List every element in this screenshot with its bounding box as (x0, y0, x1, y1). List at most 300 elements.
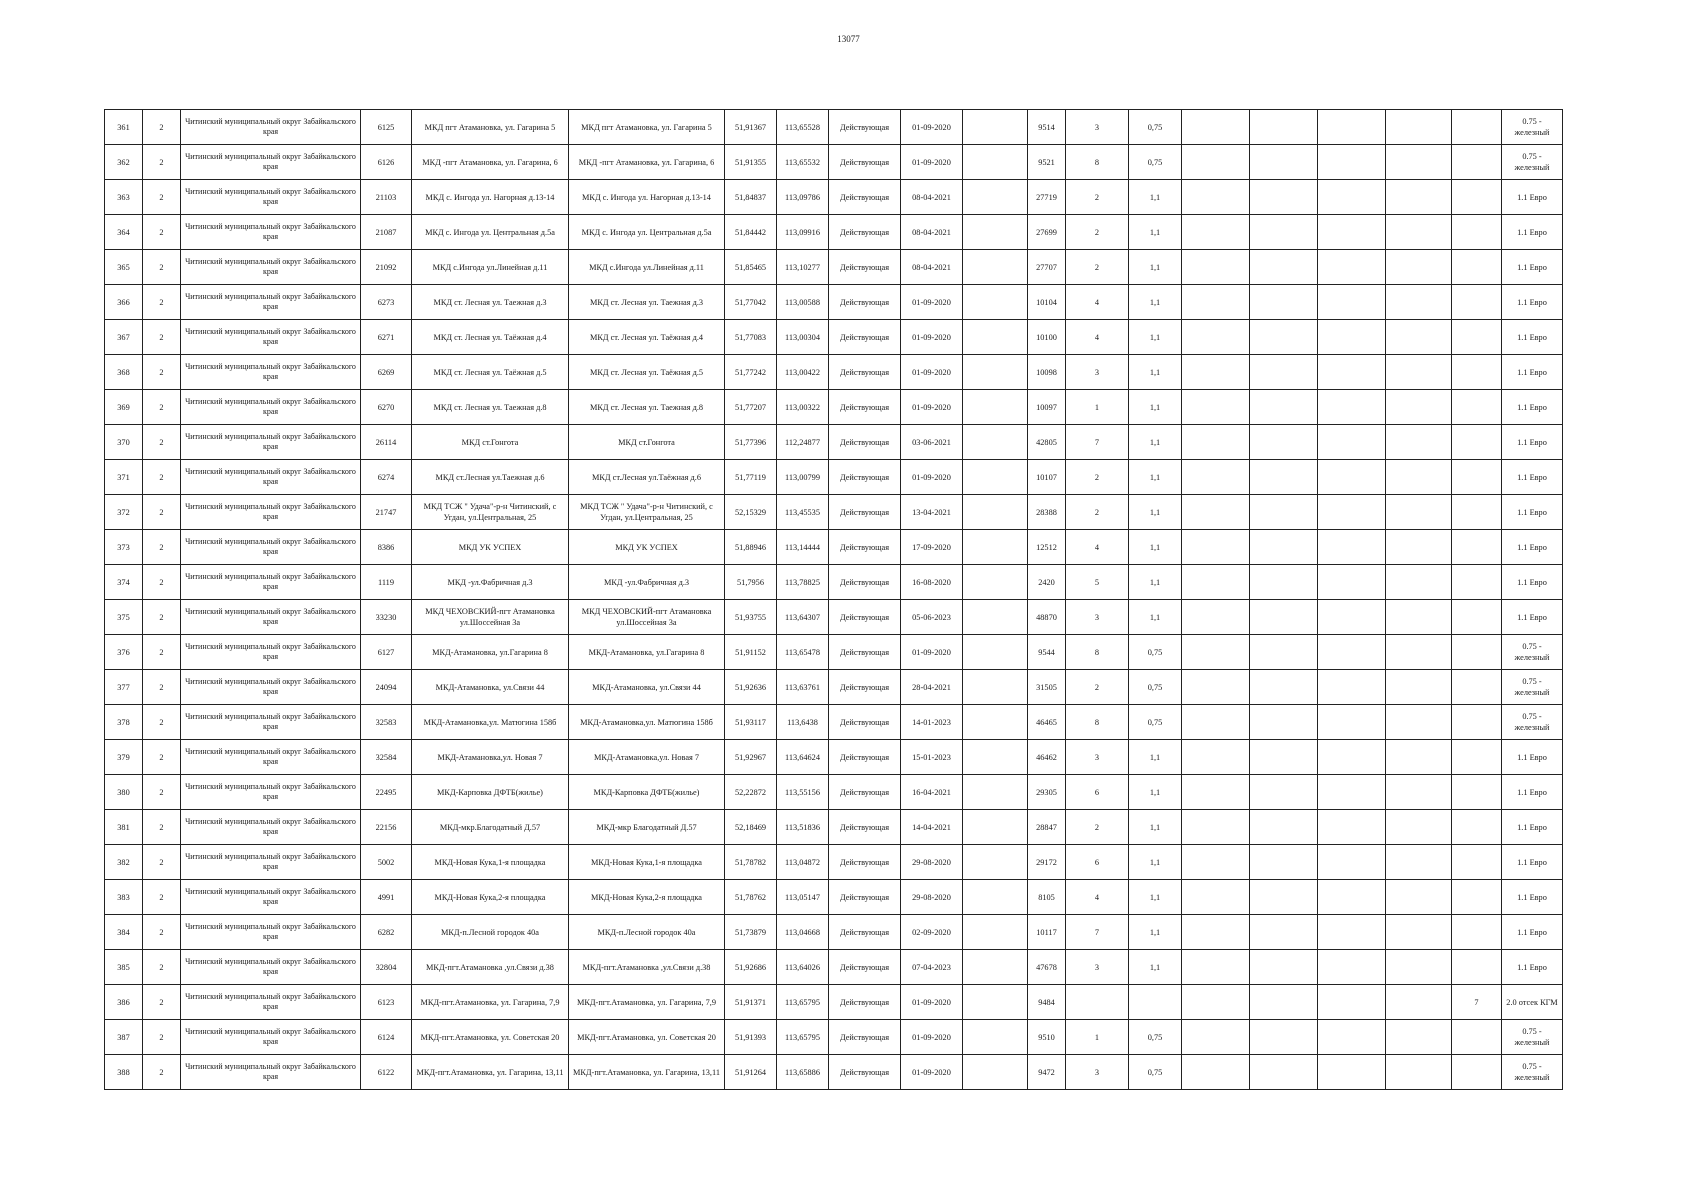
cell-units: 3 (1066, 740, 1129, 775)
cell-municipality: Читинский муниципальный округ Забайкальского края (181, 1055, 361, 1090)
cell-e1 (963, 565, 1028, 600)
cell-units: 8 (1066, 705, 1129, 740)
cell-e5 (1386, 215, 1452, 250)
cell-address: МКД ст. Лесная ул. Таежная д.3 (569, 285, 725, 320)
cell-e5 (1386, 1055, 1452, 1090)
cell-container: 1.1 Евро (1502, 250, 1563, 285)
cell-id: 6127 (361, 635, 412, 670)
cell-volume: 1,1 (1129, 425, 1182, 460)
cell-e3 (1250, 285, 1318, 320)
cell-lon: 113,65528 (777, 110, 829, 145)
cell-lat: 51,77042 (725, 285, 777, 320)
cell-id: 6273 (361, 285, 412, 320)
cell-e1 (963, 530, 1028, 565)
cell-e5 (1386, 670, 1452, 705)
cell-count: 47678 (1028, 950, 1066, 985)
cell-e1 (963, 250, 1028, 285)
cell-category: 2 (143, 775, 181, 810)
cell-e1 (963, 425, 1028, 460)
cell-volume: 1,1 (1129, 285, 1182, 320)
cell-municipality: Читинский муниципальный округ Забайкальского края (181, 180, 361, 215)
cell-e2 (1182, 495, 1250, 530)
cell-name: МКД-пгт.Атамановка, ул. Советская 20 (412, 1020, 569, 1055)
cell-lon: 113,10277 (777, 250, 829, 285)
cell-lon: 113,55156 (777, 775, 829, 810)
cell-lat: 51,91355 (725, 145, 777, 180)
cell-e2 (1182, 390, 1250, 425)
cell-address: МКД-Карповка ДФТБ(жилье) (569, 775, 725, 810)
cell-e1 (963, 915, 1028, 950)
cell-e6 (1452, 215, 1502, 250)
cell-volume: 0,75 (1129, 1020, 1182, 1055)
cell-container: 1.1 Евро (1502, 530, 1563, 565)
cell-lat: 51,73879 (725, 915, 777, 950)
cell-num: 388 (105, 1055, 143, 1090)
cell-units: 3 (1066, 110, 1129, 145)
cell-lat: 51,77083 (725, 320, 777, 355)
cell-e3 (1250, 985, 1318, 1020)
cell-units: 8 (1066, 635, 1129, 670)
cell-num: 385 (105, 950, 143, 985)
cell-id: 32584 (361, 740, 412, 775)
cell-e6 (1452, 845, 1502, 880)
cell-volume: 1,1 (1129, 810, 1182, 845)
cell-date: 01-09-2020 (901, 1020, 963, 1055)
cell-container: 0.75 - железный (1502, 705, 1563, 740)
cell-e4 (1318, 145, 1386, 180)
cell-e1 (963, 705, 1028, 740)
cell-status: Действующая (829, 635, 901, 670)
cell-id: 21092 (361, 250, 412, 285)
table-row (105, 530, 1563, 565)
cell-date: 15-01-2023 (901, 740, 963, 775)
cell-num: 373 (105, 530, 143, 565)
cell-status: Действующая (829, 565, 901, 600)
cell-name: МКД-Карповка ДФТБ(жилье) (412, 775, 569, 810)
cell-lon: 113,00422 (777, 355, 829, 390)
cell-e3 (1250, 1020, 1318, 1055)
cell-e5 (1386, 810, 1452, 845)
cell-container: 1.1 Евро (1502, 915, 1563, 950)
cell-volume: 0,75 (1129, 705, 1182, 740)
cell-status: Действующая (829, 390, 901, 425)
cell-e6 (1452, 670, 1502, 705)
cell-e2 (1182, 355, 1250, 390)
page-number: 13077 (837, 34, 860, 44)
cell-status: Действующая (829, 810, 901, 845)
cell-e1 (963, 180, 1028, 215)
cell-date: 29-08-2020 (901, 880, 963, 915)
cell-municipality: Читинский муниципальный округ Забайкальского края (181, 740, 361, 775)
cell-id: 4991 (361, 880, 412, 915)
table-row (105, 985, 1563, 1020)
cell-volume: 1,1 (1129, 880, 1182, 915)
cell-e4 (1318, 320, 1386, 355)
cell-lat: 51,78782 (725, 845, 777, 880)
cell-name: МКД -ул.Фабричная д.3 (412, 565, 569, 600)
cell-category: 2 (143, 600, 181, 635)
cell-units: 8 (1066, 145, 1129, 180)
cell-e3 (1250, 320, 1318, 355)
cell-status: Действующая (829, 880, 901, 915)
cell-e6 (1452, 950, 1502, 985)
cell-lat: 51,91264 (725, 1055, 777, 1090)
cell-lon: 113,65795 (777, 1020, 829, 1055)
cell-id: 6123 (361, 985, 412, 1020)
cell-e3 (1250, 810, 1318, 845)
cell-e6 (1452, 460, 1502, 495)
cell-e6 (1452, 635, 1502, 670)
cell-container: 1.1 Евро (1502, 215, 1563, 250)
table-row (105, 180, 1563, 215)
table-row (105, 600, 1563, 635)
cell-name: МКД с.Ингода ул.Линейная д.11 (412, 250, 569, 285)
cell-id: 6269 (361, 355, 412, 390)
cell-count: 29172 (1028, 845, 1066, 880)
cell-e5 (1386, 600, 1452, 635)
table-row (105, 775, 1563, 810)
cell-e6 (1452, 740, 1502, 775)
cell-date: 08-04-2021 (901, 180, 963, 215)
cell-e4 (1318, 740, 1386, 775)
cell-lon: 113,09916 (777, 215, 829, 250)
cell-lat: 51,84442 (725, 215, 777, 250)
cell-container: 1.1 Евро (1502, 390, 1563, 425)
cell-date: 16-08-2020 (901, 565, 963, 600)
cell-e6: 7 (1452, 985, 1502, 1020)
cell-lon: 113,65886 (777, 1055, 829, 1090)
cell-lat: 51,91152 (725, 635, 777, 670)
cell-category: 2 (143, 425, 181, 460)
cell-name: МКД-пгт.Атамановка ,ул.Связи д.38 (412, 950, 569, 985)
cell-id: 32583 (361, 705, 412, 740)
cell-volume: 1,1 (1129, 845, 1182, 880)
cell-name: МКД-мкр.Благодатный Д.57 (412, 810, 569, 845)
cell-status: Действующая (829, 845, 901, 880)
cell-e5 (1386, 775, 1452, 810)
cell-e4 (1318, 390, 1386, 425)
cell-e4 (1318, 1055, 1386, 1090)
cell-date: 17-09-2020 (901, 530, 963, 565)
cell-e3 (1250, 390, 1318, 425)
cell-address: МКД-пгт.Атамановка, ул. Советская 20 (569, 1020, 725, 1055)
table-row (105, 810, 1563, 845)
cell-e6 (1452, 180, 1502, 215)
cell-e3 (1250, 215, 1318, 250)
cell-id: 6124 (361, 1020, 412, 1055)
cell-lat: 52,18469 (725, 810, 777, 845)
cell-address: МКД УК УСПЕХ (569, 530, 725, 565)
cell-e3 (1250, 1055, 1318, 1090)
cell-category: 2 (143, 285, 181, 320)
cell-e6 (1452, 145, 1502, 180)
cell-address: МКД-п.Лесной городок 40а (569, 915, 725, 950)
cell-lon: 113,09786 (777, 180, 829, 215)
cell-e1 (963, 285, 1028, 320)
cell-date: 01-09-2020 (901, 285, 963, 320)
cell-lon: 113,6438 (777, 705, 829, 740)
cell-address: МКД ст. Лесная ул. Таежная д.8 (569, 390, 725, 425)
cell-container: 1.1 Евро (1502, 460, 1563, 495)
cell-status: Действующая (829, 215, 901, 250)
cell-num: 369 (105, 390, 143, 425)
cell-container: 1.1 Евро (1502, 740, 1563, 775)
cell-category: 2 (143, 845, 181, 880)
cell-id: 6125 (361, 110, 412, 145)
cell-date: 01-09-2020 (901, 635, 963, 670)
cell-address: МКД-пгт.Атамановка, ул. Гагарина, 13,11 (569, 1055, 725, 1090)
cell-category: 2 (143, 390, 181, 425)
cell-e4 (1318, 635, 1386, 670)
cell-units: 3 (1066, 1055, 1129, 1090)
cell-count: 48870 (1028, 600, 1066, 635)
cell-volume: 0,75 (1129, 1055, 1182, 1090)
cell-status: Действующая (829, 460, 901, 495)
cell-e6 (1452, 285, 1502, 320)
cell-container: 0.75 - железный (1502, 1055, 1563, 1090)
cell-units: 1 (1066, 1020, 1129, 1055)
cell-e3 (1250, 250, 1318, 285)
cell-name: МКД ст. Лесная ул. Таёжная д.5 (412, 355, 569, 390)
cell-municipality: Читинский муниципальный округ Забайкальского края (181, 565, 361, 600)
cell-lon: 113,64307 (777, 600, 829, 635)
cell-address: МКД-Новая Кука,1-я площадка (569, 845, 725, 880)
cell-e2 (1182, 670, 1250, 705)
cell-e6 (1452, 110, 1502, 145)
table-row (105, 250, 1563, 285)
cell-container: 0.75 - железный (1502, 145, 1563, 180)
cell-e4 (1318, 425, 1386, 460)
cell-volume: 1,1 (1129, 460, 1182, 495)
cell-container: 1.1 Евро (1502, 950, 1563, 985)
cell-e1 (963, 390, 1028, 425)
cell-e5 (1386, 390, 1452, 425)
cell-category: 2 (143, 460, 181, 495)
cell-e4 (1318, 915, 1386, 950)
cell-status: Действующая (829, 1055, 901, 1090)
cell-num: 364 (105, 215, 143, 250)
table-row (105, 460, 1563, 495)
cell-lon: 113,63761 (777, 670, 829, 705)
cell-municipality: Читинский муниципальный округ Забайкальского края (181, 110, 361, 145)
cell-lat: 51,77396 (725, 425, 777, 460)
cell-category: 2 (143, 880, 181, 915)
cell-e6 (1452, 1020, 1502, 1055)
cell-id: 22495 (361, 775, 412, 810)
cell-e3 (1250, 740, 1318, 775)
cell-num: 375 (105, 600, 143, 635)
cell-e4 (1318, 285, 1386, 320)
cell-volume: 0,75 (1129, 670, 1182, 705)
cell-category: 2 (143, 740, 181, 775)
cell-name: МКД УК УСПЕХ (412, 530, 569, 565)
cell-lon: 113,65795 (777, 985, 829, 1020)
cell-status: Действующая (829, 285, 901, 320)
cell-category: 2 (143, 180, 181, 215)
cell-category: 2 (143, 250, 181, 285)
cell-num: 383 (105, 880, 143, 915)
cell-volume: 1,1 (1129, 250, 1182, 285)
cell-e1 (963, 215, 1028, 250)
cell-e5 (1386, 1020, 1452, 1055)
waste-site-registry-table (104, 109, 1563, 1090)
cell-category: 2 (143, 810, 181, 845)
cell-units: 6 (1066, 775, 1129, 810)
cell-date: 02-09-2020 (901, 915, 963, 950)
cell-container: 1.1 Евро (1502, 285, 1563, 320)
cell-e1 (963, 880, 1028, 915)
cell-name: МКД-Атамановка, ул.Гагарина 8 (412, 635, 569, 670)
cell-num: 372 (105, 495, 143, 530)
cell-count: 46465 (1028, 705, 1066, 740)
cell-volume: 1,1 (1129, 600, 1182, 635)
cell-e2 (1182, 985, 1250, 1020)
cell-id: 22156 (361, 810, 412, 845)
cell-e5 (1386, 460, 1452, 495)
cell-count: 27707 (1028, 250, 1066, 285)
cell-e4 (1318, 460, 1386, 495)
cell-e3 (1250, 180, 1318, 215)
cell-e3 (1250, 460, 1318, 495)
cell-count: 10107 (1028, 460, 1066, 495)
cell-e5 (1386, 320, 1452, 355)
cell-lat: 51,85465 (725, 250, 777, 285)
cell-address: МКД-мкр Благодатный Д.57 (569, 810, 725, 845)
cell-name: МКД ЧЕХОВСКИЙ-пгт Атамановка ул.Шоссейная 3а (412, 600, 569, 635)
cell-municipality: Читинский муниципальный округ Забайкальского края (181, 880, 361, 915)
cell-volume: 1,1 (1129, 390, 1182, 425)
cell-name: МКД-Новая Кука,2-я площадка (412, 880, 569, 915)
cell-municipality: Читинский муниципальный округ Забайкальского края (181, 635, 361, 670)
table-row (105, 565, 1563, 600)
cell-lon: 113,05147 (777, 880, 829, 915)
cell-count: 10098 (1028, 355, 1066, 390)
cell-municipality: Читинский муниципальный округ Забайкальского края (181, 845, 361, 880)
cell-date: 28-04-2021 (901, 670, 963, 705)
cell-container: 0.75 - железный (1502, 670, 1563, 705)
cell-volume: 1,1 (1129, 180, 1182, 215)
cell-units: 3 (1066, 600, 1129, 635)
cell-category: 2 (143, 495, 181, 530)
cell-municipality: Читинский муниципальный округ Забайкальского края (181, 775, 361, 810)
cell-num: 370 (105, 425, 143, 460)
table-row (105, 215, 1563, 250)
cell-count: 12512 (1028, 530, 1066, 565)
cell-container: 1.1 Евро (1502, 355, 1563, 390)
cell-lat: 51,92686 (725, 950, 777, 985)
table-row (105, 1055, 1563, 1090)
cell-municipality: Читинский муниципальный округ Забайкальского края (181, 355, 361, 390)
cell-name: МКД ТСЖ " Удача"-р-н Читинский, с Угдан, ул.Центральная, 25 (412, 495, 569, 530)
cell-address: МКД-пгт.Атамановка ,ул.Связи д.38 (569, 950, 725, 985)
cell-status: Действующая (829, 530, 901, 565)
cell-status: Действующая (829, 740, 901, 775)
cell-num: 363 (105, 180, 143, 215)
cell-status: Действующая (829, 110, 901, 145)
cell-status: Действующая (829, 425, 901, 460)
cell-lat: 51,77207 (725, 390, 777, 425)
cell-e3 (1250, 110, 1318, 145)
cell-e6 (1452, 565, 1502, 600)
cell-e2 (1182, 950, 1250, 985)
cell-e4 (1318, 1020, 1386, 1055)
cell-num: 381 (105, 810, 143, 845)
cell-date: 01-09-2020 (901, 110, 963, 145)
cell-e2 (1182, 600, 1250, 635)
cell-e3 (1250, 705, 1318, 740)
table-row (105, 635, 1563, 670)
cell-lat: 52,15329 (725, 495, 777, 530)
cell-id: 6270 (361, 390, 412, 425)
cell-lat: 51,91367 (725, 110, 777, 145)
cell-address: МКД ТСЖ " Удача"-р-н Читинский, с Угдан, ул.Центральная, 25 (569, 495, 725, 530)
cell-e2 (1182, 460, 1250, 495)
cell-lon: 113,00322 (777, 390, 829, 425)
cell-container: 1.1 Евро (1502, 600, 1563, 635)
cell-e2 (1182, 635, 1250, 670)
cell-e6 (1452, 425, 1502, 460)
cell-name: МКД -пгт Атамановка, ул. Гагарина, 6 (412, 145, 569, 180)
cell-name: МКД-Атамановка,ул. Новая 7 (412, 740, 569, 775)
cell-date: 01-09-2020 (901, 1055, 963, 1090)
cell-date: 08-04-2021 (901, 215, 963, 250)
cell-municipality: Читинский муниципальный округ Забайкальского края (181, 320, 361, 355)
cell-address: МКД-пгт.Атамановка, ул. Гагарина, 7,9 (569, 985, 725, 1020)
cell-units: 4 (1066, 880, 1129, 915)
cell-volume: 1,1 (1129, 530, 1182, 565)
cell-category: 2 (143, 565, 181, 600)
cell-status: Действующая (829, 1020, 901, 1055)
cell-address: МКД с. Ингода ул. Центральная д.5а (569, 215, 725, 250)
cell-volume: 1,1 (1129, 495, 1182, 530)
cell-e5 (1386, 355, 1452, 390)
cell-count: 2420 (1028, 565, 1066, 600)
cell-lon: 113,14444 (777, 530, 829, 565)
cell-e5 (1386, 915, 1452, 950)
cell-category: 2 (143, 215, 181, 250)
cell-date: 16-04-2021 (901, 775, 963, 810)
cell-e4 (1318, 600, 1386, 635)
cell-lon: 112,24877 (777, 425, 829, 460)
cell-e2 (1182, 425, 1250, 460)
cell-container: 1.1 Евро (1502, 180, 1563, 215)
cell-num: 362 (105, 145, 143, 180)
cell-e1 (963, 845, 1028, 880)
cell-name: МКД с. Ингода ул. Нагорная д.13-14 (412, 180, 569, 215)
cell-e4 (1318, 775, 1386, 810)
cell-count: 27699 (1028, 215, 1066, 250)
cell-id: 32804 (361, 950, 412, 985)
cell-e6 (1452, 495, 1502, 530)
cell-address: МКД-Атамановка, ул.Связи 44 (569, 670, 725, 705)
cell-e1 (963, 600, 1028, 635)
cell-e5 (1386, 880, 1452, 915)
cell-container: 1.1 Евро (1502, 880, 1563, 915)
cell-e4 (1318, 810, 1386, 845)
cell-address: МКД ст. Лесная ул. Таёжная д.5 (569, 355, 725, 390)
cell-e1 (963, 1020, 1028, 1055)
cell-units: 3 (1066, 950, 1129, 985)
cell-municipality: Читинский муниципальный округ Забайкальского края (181, 530, 361, 565)
cell-lon: 113,04668 (777, 915, 829, 950)
cell-name: МКД-Новая Кука,1-я площадка (412, 845, 569, 880)
cell-name: МКД с. Ингода ул. Центральная д.5а (412, 215, 569, 250)
table-row (105, 915, 1563, 950)
cell-count: 9510 (1028, 1020, 1066, 1055)
cell-lat: 51,84837 (725, 180, 777, 215)
cell-e6 (1452, 1055, 1502, 1090)
cell-municipality: Читинский муниципальный округ Забайкальского края (181, 215, 361, 250)
